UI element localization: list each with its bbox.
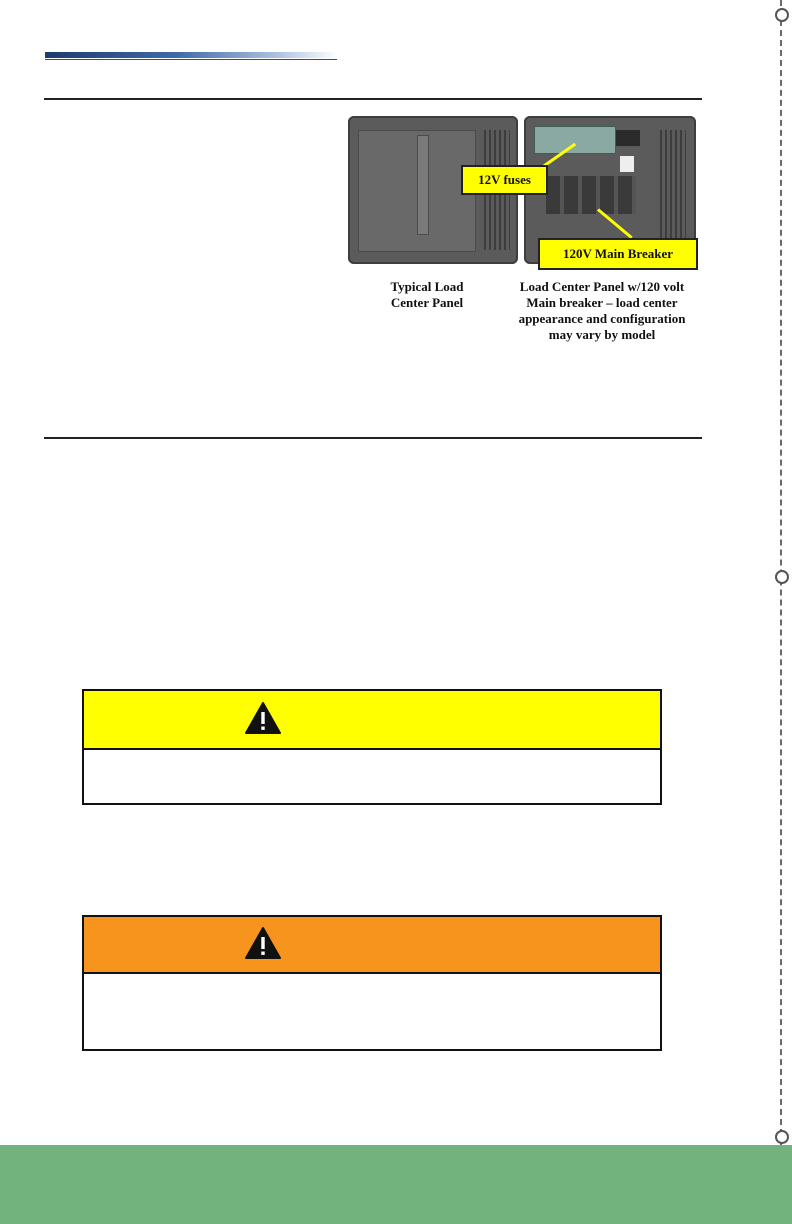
callout-12v-fuses: 12V fuses [461,165,548,195]
caution-header [84,691,660,750]
section-divider-bottom [44,437,702,439]
breaker-block [546,176,636,214]
section-header-bar [45,52,337,58]
fuse-strip [534,126,616,154]
warning-notice [82,915,662,1051]
binder-hole [775,1130,789,1144]
warning-header [84,917,660,974]
warning-triangle-icon [244,701,282,735]
caution-body [84,750,660,805]
binder-hole [775,570,789,584]
caption-typical-panel: Typical Load Center Panel [390,279,464,310]
caption-main-breaker-panel: Load Center Panel w/120 volt Main breaker – load center appearance and configuration may vary by model [518,279,686,342]
section-divider-top [44,98,702,100]
section-header-underline [45,59,337,60]
callout-main-breaker: 120V Main Breaker [538,238,698,270]
warning-triangle-icon [244,926,282,960]
caution-notice [82,689,662,805]
warning-body [84,974,660,1051]
footer-band [0,1145,792,1224]
binder-hole [775,8,789,22]
